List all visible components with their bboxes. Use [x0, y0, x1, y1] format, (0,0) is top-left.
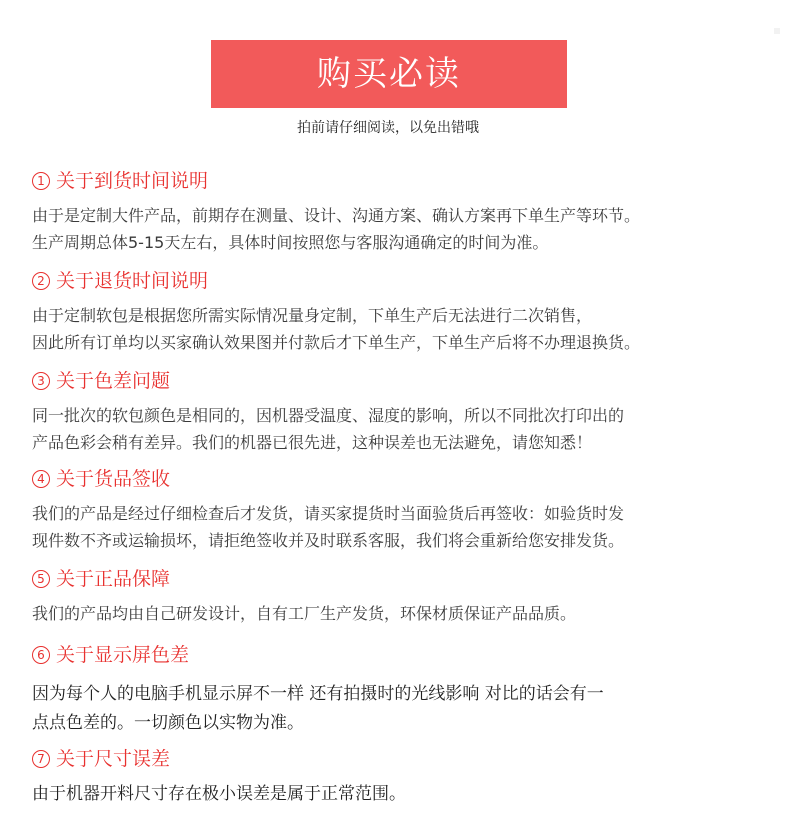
body-line: 现件数不齐或运输损坏，请拒绝签收并及时联系客服，我们将会重新给您安排发货。	[32, 531, 625, 550]
body-line: 因此所有订单均以买家确认效果图并付款后才下单生产，下单生产后将不办理退换货。	[32, 333, 641, 352]
body-line: 生产周期总体5-15天左右，具体时间按照您与客服沟通确定的时间为准。	[32, 233, 549, 252]
circled-number-2-icon: 2	[32, 272, 50, 290]
corner-mark	[774, 28, 780, 34]
section-heading	[32, 466, 782, 492]
section-heading	[32, 368, 782, 394]
section-title: 关于显示屏色差	[56, 644, 190, 666]
section-title: 关于正品保障	[56, 568, 171, 590]
body-line: 我们的产品均由自己研发设计，自有工厂生产发货，环保材质保证产品品质。	[32, 604, 577, 623]
section-title: 关于尺寸误差	[56, 748, 171, 770]
body-line: 同一批次的软包颜色是相同的，因机器受温度、湿度的影响，所以不同批次打印出的	[32, 406, 625, 425]
section-heading	[32, 746, 782, 772]
circled-number-7-icon: 7	[32, 750, 50, 768]
page-subtitle: 拍前请仔细阅读，以免出错哦	[297, 120, 479, 136]
body-line: 由于机器开料尺寸存在极小误差是属于正常范围。	[32, 784, 406, 804]
section-authenticity	[32, 566, 782, 627]
title-banner	[211, 40, 567, 108]
section-size-tolerance	[32, 746, 782, 809]
body-line: 我们的产品是经过仔细检查后才发货，请买家提货时当面验货后再签收：如验货时发	[32, 504, 625, 523]
section-title: 关于退货时间说明	[56, 270, 209, 292]
section-display-color	[32, 642, 782, 738]
body-line: 产品色彩会稍有差异。我们的机器已很先进，这种误差也无法避免，请您知悉！	[32, 433, 593, 452]
circled-number-1-icon: 1	[32, 172, 50, 190]
section-arrival-time	[32, 168, 782, 256]
body-line: 由于是定制大件产品，前期存在测量、设计、沟通方案、确认方案再下单生产等环节。	[32, 206, 641, 225]
section-title: 关于货品签收	[56, 468, 171, 490]
section-heading	[32, 566, 782, 592]
section-title: 关于到货时间说明	[56, 170, 209, 192]
section-title: 关于色差问题	[56, 370, 171, 392]
section-return-policy	[32, 268, 782, 356]
circled-number-6-icon: 6	[32, 646, 50, 664]
circled-number-5-icon: 5	[32, 570, 50, 588]
circled-number-3-icon: 3	[32, 372, 50, 390]
section-heading	[32, 168, 782, 194]
section-heading	[32, 642, 782, 668]
body-line: 由于定制软包是根据您所需实际情况量身定制，下单生产后无法进行二次销售，	[32, 306, 593, 325]
page-title: 购买必读	[317, 54, 461, 94]
circled-number-4-icon: 4	[32, 470, 50, 488]
section-heading	[32, 268, 782, 294]
section-receipt	[32, 466, 782, 554]
body-line: 因为每个人的电脑手机显示屏不一样 还有拍摄时的光线影响 对比的话会有一	[32, 684, 604, 704]
body-line: 点点色差的。一切颜色以实物为准。	[32, 713, 304, 733]
section-color-difference	[32, 368, 782, 456]
